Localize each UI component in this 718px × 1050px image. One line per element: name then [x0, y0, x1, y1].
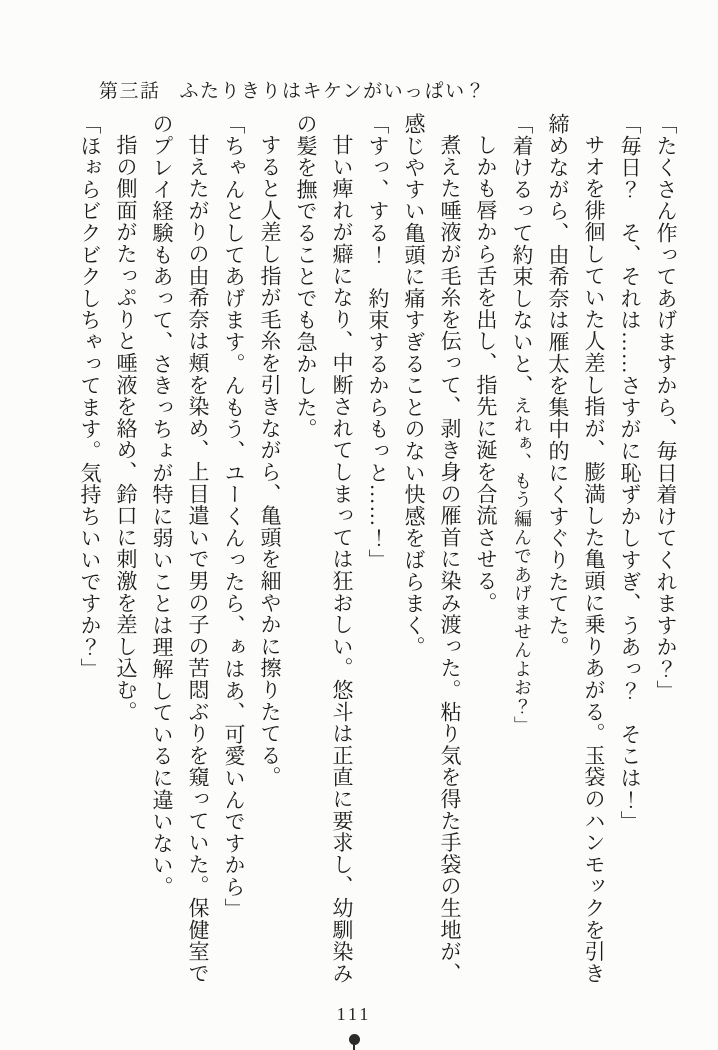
page-number: 111	[336, 1004, 372, 1024]
paragraph	[108, 113, 144, 986]
paragraph	[360, 113, 396, 986]
paragraph	[468, 113, 504, 986]
paragraph-text: 煮えた唾液が毛糸を伝って、剥き身の雁首に染み渡った。粘り気を得た手袋の生地が、感じやすい亀頭に痛すぎることのない快感をばらまく。	[402, 113, 462, 985]
paragraph	[216, 113, 252, 986]
paragraph-text-small: えれぁ、もう編んであげませんよお？」	[512, 396, 532, 735]
paragraph	[648, 113, 684, 986]
paragraph-text: 甘い痺れが癖になり、中断されてしまっては狂おしい。悠斗は正直に要求し、幼馴染みの髪を撫でることでも急かした。	[294, 113, 354, 985]
paragraph-text: 甘えたがりの由希奈は頬を染め、上目遣いで男の子の苦悶ぶりを窺っていた。保健室でのプレイ経験もあって、さきっちょが特に弱いことは理解しているに違いない。	[150, 113, 210, 985]
paragraph-text: 「毎日？ そ、それは……さすがに恥ずかしすぎ、うあっ？ そこは！」	[618, 113, 642, 833]
paragraph	[144, 113, 216, 986]
paragraph-text: 「着けるって約束しないと、	[510, 113, 534, 397]
paragraph-text: 「たくさん作ってあげますから、毎日着けてくれますか？」	[654, 113, 678, 702]
paragraph-text: しかも唇から舌を出し、指先に涎を合流させる。	[474, 134, 498, 614]
paragraph-text: 「ちゃんとしてあげます。んもう、ユーくんったら、ぁはあ、可愛いんですから」	[222, 113, 246, 920]
chapter-title: ふたりきりはキケンがいっぱい？	[179, 81, 487, 102]
paragraph-text: 「すっ、する！ 約束するからもっと……！」	[366, 113, 390, 571]
chapter-number: 第三話	[99, 81, 161, 102]
body-text	[70, 113, 684, 986]
paragraph-text: 指の側面がたっぷりと唾液を絡め、鈴口に刺激を差し込む。	[114, 134, 138, 723]
page-ornament	[0, 1034, 708, 1050]
paragraph	[396, 113, 468, 986]
paragraph-text: サオを徘徊していた人差し指が、膨満した亀頭に乗りあがる。玉袋のハンモックを引き締めながら、由希奈は雁太を集中的にくすぐりたてた。	[546, 113, 606, 985]
paragraph	[252, 113, 288, 986]
paragraph-text: すると人差し指が毛糸を引きながら、亀頭を細やかに擦りたてる。	[258, 134, 282, 788]
paragraph-text: 「ほぉらビクビクしちゃってます。気持ちいいですか？」	[78, 113, 102, 680]
paragraph	[504, 113, 540, 986]
paragraph	[540, 113, 612, 986]
paragraph	[288, 113, 360, 986]
paragraph	[612, 113, 648, 986]
ornament-dot-icon	[349, 1034, 360, 1045]
paragraph	[72, 113, 108, 986]
